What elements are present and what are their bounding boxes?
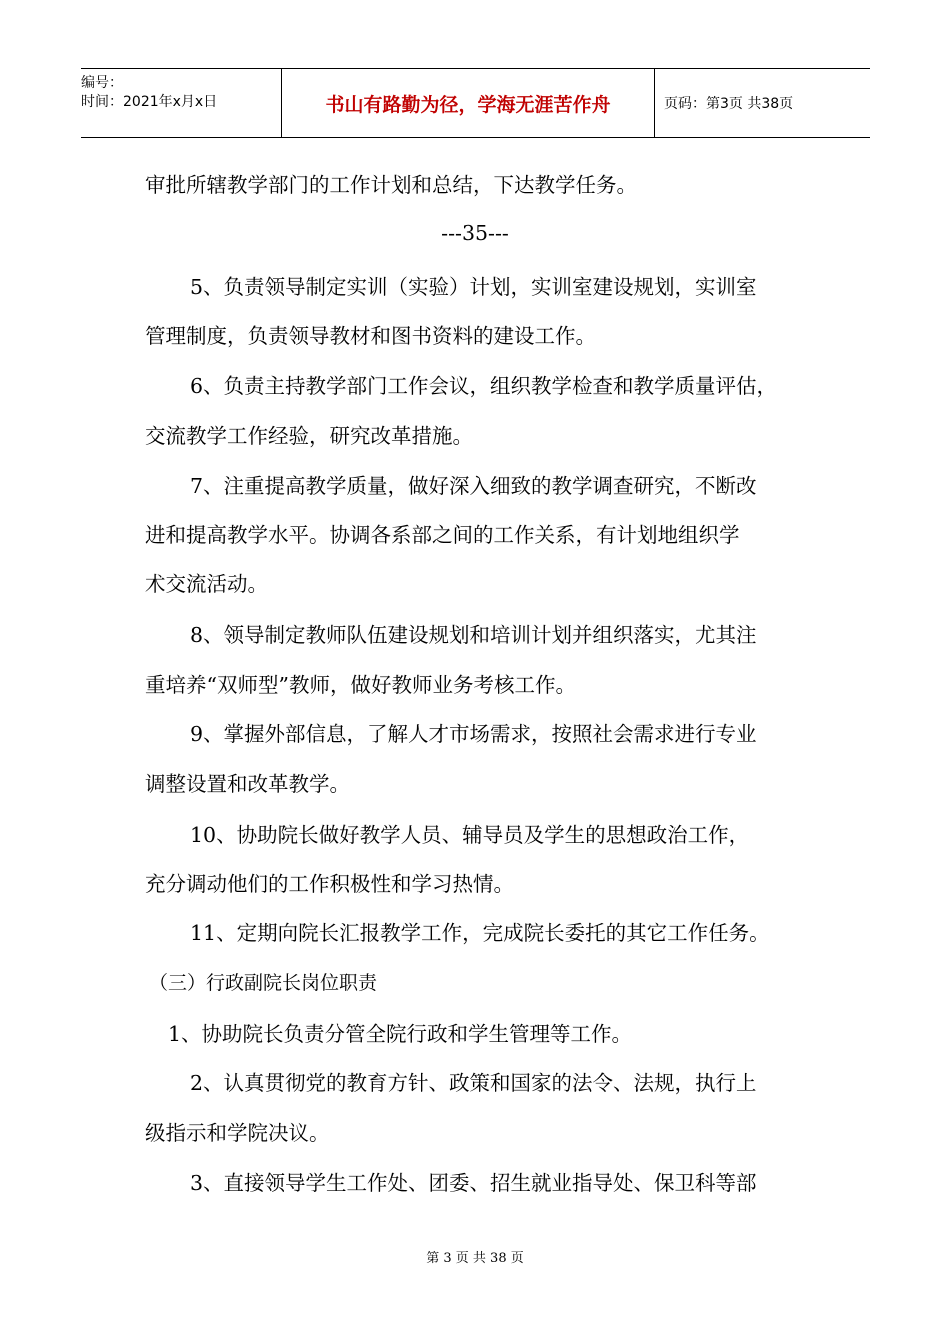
- text-line: 级指示和学院决议。: [145, 1121, 330, 1145]
- header-meta: [81, 69, 282, 137]
- page-marker: ---35---: [441, 221, 509, 245]
- text-line: 管理制度，负责领导教材和图书资料的建设工作。: [145, 324, 596, 348]
- text-line: 10、协助院长做好教学人员、辅导员及学生的思想政治工作，: [190, 823, 750, 847]
- text-line: 交流教学工作经验，研究改革措施。: [145, 424, 473, 448]
- text-line: 9、掌握外部信息，了解人才市场需求，按照社会需求进行专业: [190, 722, 757, 746]
- text-line: 11、定期向院长汇报教学工作，完成院长委托的其它工作任务。: [190, 921, 770, 945]
- text-line: 调整设置和改革教学。: [145, 772, 350, 796]
- text-line: 进和提高教学水平。协调各系部之间的工作关系，有计划地组织学: [145, 523, 740, 547]
- text-line: 充分调动他们的工作积极性和学习热情。: [145, 872, 514, 896]
- text-line: 7、注重提高教学质量，做好深入细致的教学调查研究，不断改: [190, 474, 757, 498]
- header-page-info: 页码：第3页 共38页: [664, 96, 794, 112]
- text-line: 3、直接领导学生工作处、团委、招生就业指导处、保卫科等部: [190, 1171, 757, 1195]
- date-text: 时间：2021年x月x日: [81, 94, 218, 110]
- document-header: [81, 68, 870, 138]
- text-line: 术交流活动。: [145, 572, 268, 596]
- header-motto: 书山有路勤为径，学海无涯苦作舟: [282, 69, 655, 137]
- section-heading: （三）行政副院长岗位职责: [149, 972, 378, 994]
- number-label: 编号：: [81, 75, 123, 91]
- text-line: 审批所辖教学部门的工作计划和总结，下达教学任务。: [145, 173, 637, 197]
- text-line: 2、认真贯彻党的教育方针、政策和国家的法令、法规，执行上: [190, 1071, 757, 1095]
- text-line: 1、协助院长负责分管全院行政和学生管理等工作。: [168, 1022, 633, 1046]
- page-footer: 第 3 页 共 38 页: [426, 1251, 524, 1266]
- text-line: 5、负责领导制定实训（实验）计划，实训室建设规划，实训室: [190, 275, 757, 299]
- text-line: 重培养“双师型”教师，做好教师业务考核工作。: [145, 673, 576, 697]
- text-line: 6、负责主持教学部门工作会议，组织教学检查和教学质量评估，: [190, 374, 778, 398]
- text-line: 8、领导制定教师队伍建设规划和培训计划并组织落实，尤其注: [190, 623, 757, 647]
